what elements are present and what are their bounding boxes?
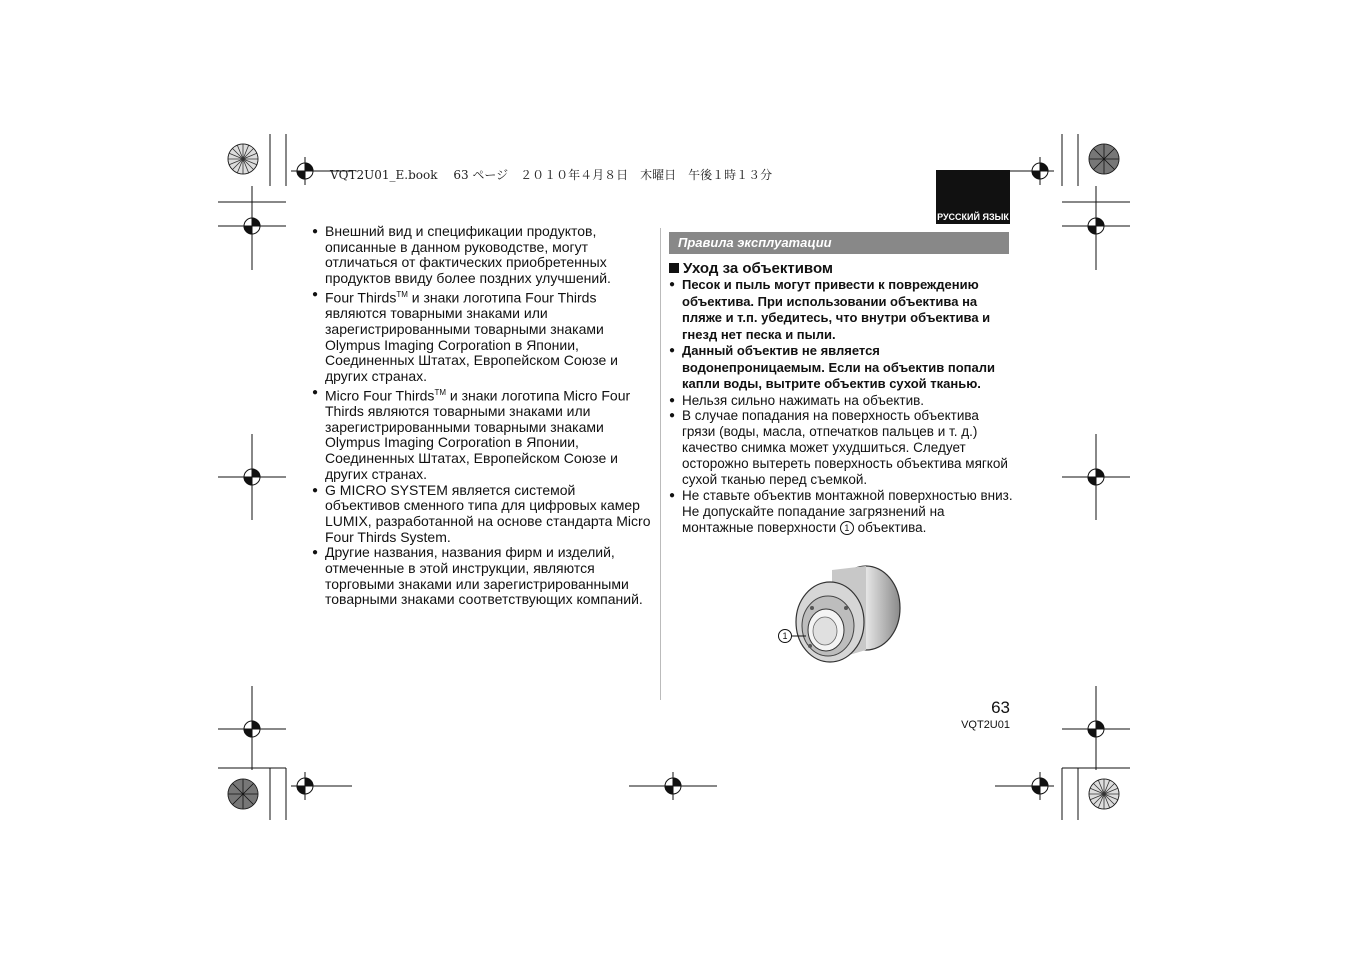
language-tab: [936, 170, 1010, 224]
list-item: ● Песок и пыль могут привести к повреждению объектива. При использовании объектива на пляже и т.п. убедитесь, что внутри объектива и гнезд нет песка и пыли.: [669, 277, 1014, 343]
tm-mark: TM: [434, 387, 446, 397]
callout-marker: 1: [840, 521, 854, 535]
column-divider: [660, 228, 661, 700]
trademark-name: Four Thirds: [325, 289, 397, 306]
lens-drawing: [792, 566, 900, 662]
list-item: ● Другие названия, названия фирм и изделий, отмеченные в этой инструкции, являются торговыми знаками или зарегистрированными товарными знаками соответствующих компаний.: [312, 545, 652, 608]
list-item-tail: объектива.: [853, 519, 927, 535]
list-item: ● Данный объектив не является водонепроницаемым. Если на объектив попали капли воды, вытрите объектив сухой тканью.: [669, 343, 1014, 393]
subheading: [669, 260, 833, 277]
document-code: VQT2U01: [961, 719, 1010, 731]
left-column: [312, 224, 652, 608]
trademark-text: и знаки логотипа Micro Four Thirds являются товарными знаками или зарегистрированными товарными знаками Olympus Imaging Corporation в Японии, Соединенных Штатах, Европейском Союзе и других странах.: [325, 387, 631, 482]
list-item: [312, 385, 652, 483]
list-item: [669, 488, 1014, 536]
right-column: [669, 277, 1014, 536]
list-item: ● В случае попадания на поверхность объектива грязи (воды, масла, отпечатков пальцев и т. д.) качество снимка может ухудшиться. Следует осторожно вытереть поверхность объектива мягкой сухой тканью перед съемкой.: [669, 408, 1014, 488]
trademark-name: Micro Four Thirds: [325, 387, 435, 404]
subheading-text: Уход за объективом: [683, 260, 834, 277]
page-number: 63: [991, 698, 1010, 717]
tm-mark: TM: [396, 289, 408, 299]
list-item-text: Не ставьте объектив монтажной поверхностью вниз. Не допускайте попадание загрязнений на монтажные поверхности: [682, 487, 1013, 535]
print-header-line: VQT2U01_E.book 63 ページ ２０１０年４月８日 木曜日 午後１時１３分: [330, 168, 773, 182]
trademark-text: и знаки логотипа Four Thirds являются товарными знаками или зарегистрированными товарными знаками Olympus Imaging Corporation в Японии, Соединенных Штатах, Европейском Союзе и других странах.: [325, 289, 618, 384]
square-bullet-icon: [669, 263, 679, 273]
list-item: ● Внешний вид и спецификации продуктов, описанные в данном руководстве, могут отличаться от фактических приобретенных продуктов ввиду более поздних улучшений.: [312, 224, 652, 287]
list-item: [312, 287, 652, 385]
language-tab-label: РУССКИЙ ЯЗЫК: [937, 212, 1009, 222]
lens-illustration: [770, 560, 910, 670]
list-item: ● Нельзя сильно нажимать на объектив.: [669, 393, 1014, 409]
figure-callout-marker: 1: [778, 629, 792, 643]
section-title: Правила эксплуатации: [669, 232, 1009, 254]
list-item: ● G MICRO SYSTEM является системой объективов сменного типа для цифровых камер LUMIX, разработанной на основе стандарта Micro Four Thirds System.: [312, 483, 652, 546]
